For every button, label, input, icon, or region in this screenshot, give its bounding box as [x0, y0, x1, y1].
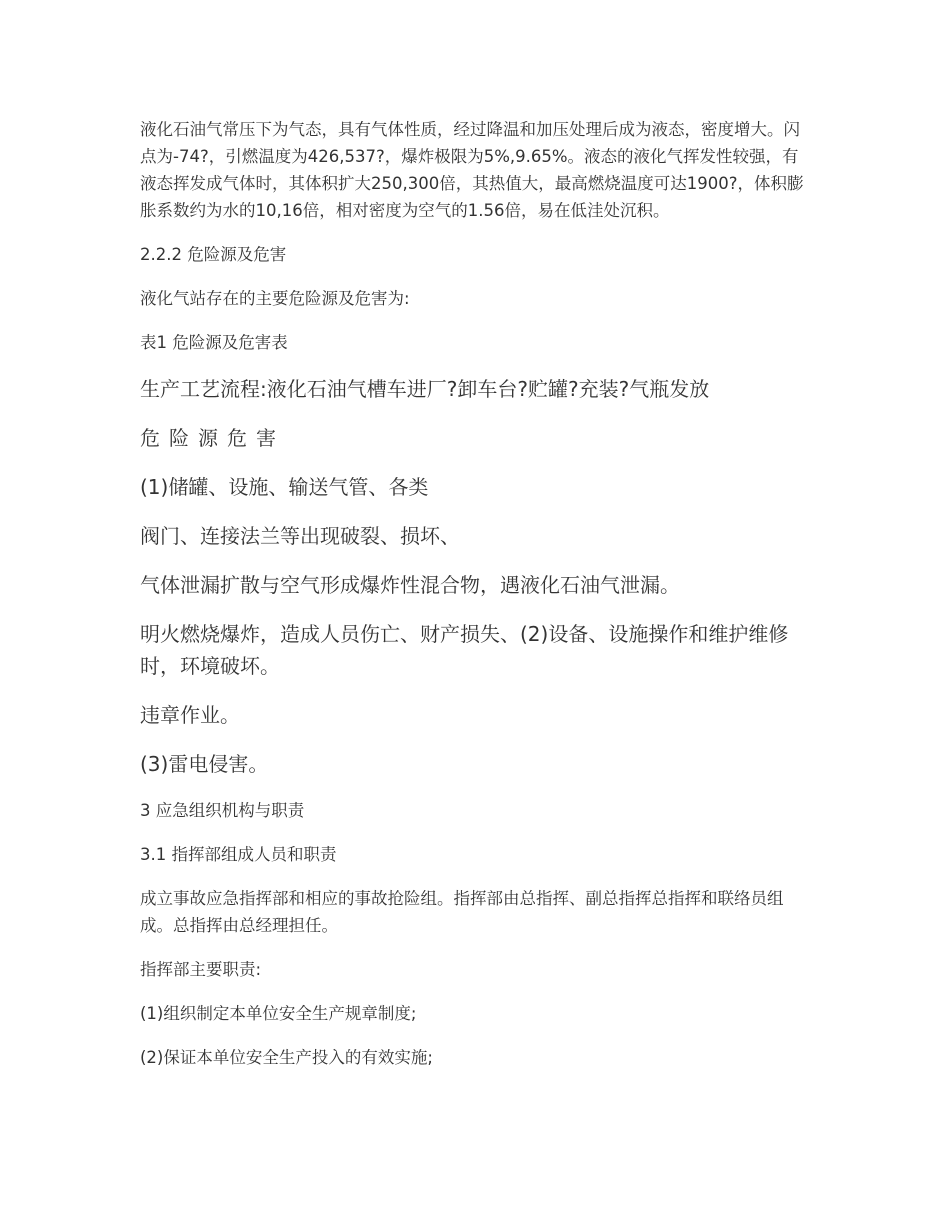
table-row: 明火燃烧爆炸，造成人员伤亡、财产损失、(2)设备、设施操作和维护维修时，环境破坏。 — [140, 622, 789, 678]
table-row: 违章作业。 — [140, 703, 240, 727]
table-caption: 表1 危险源及危害表 — [140, 333, 288, 352]
table-header: 危险源危害 — [140, 426, 285, 450]
document-page — [140, 116, 815, 1088]
section-3-1-heading: 3.1 指挥部组成人员和职责 — [140, 845, 337, 864]
section-2-2-2-heading: 2.2.2 危险源及危害 — [140, 245, 287, 264]
section-3-heading: 3 应急组织机构与职责 — [140, 801, 305, 820]
list-item: (1)组织制定本单位安全生产规章制度; — [140, 1004, 417, 1023]
section-3-1-paragraph: 成立事故应急指挥部和相应的事故抢险组。指挥部由总指挥、副总指挥总指挥和联络员组成。总指挥由总经理担任。 — [140, 889, 784, 935]
list-item: (2)保证本单位安全生产投入的有效实施; — [140, 1048, 433, 1067]
intro-paragraph: 液化石油气常压下为气态，具有气体性质，经过降温和加压处理后成为液态，密度增大。闪点为-74?，引燃温度为426,537?，爆炸极限为5%,9.65%。液态的液化气挥发性较强，有液态挥发成气体时，其体积扩大250,300倍，其热值大，最高燃烧温度可达1900?，体积膨胀系数约为水的10,16倍，相对密度为空气的1.56倍，易在低洼处沉积。 — [140, 120, 804, 220]
table-row: (3)雷电侵害。 — [140, 752, 269, 776]
table-row: 阀门、连接法兰等出现破裂、损坏、 — [140, 524, 460, 548]
section-2-2-2-intro: 液化气站存在的主要危险源及危害为: — [140, 289, 410, 308]
table-row: (1)储罐、设施、输送气管、各类 — [140, 475, 429, 499]
process-flow: 生产工艺流程:液化石油气槽车进厂?卸车台?贮罐?充装?气瓶发放 — [140, 377, 710, 401]
duties-intro: 指挥部主要职责: — [140, 960, 262, 979]
table-row: 气体泄漏扩散与空气形成爆炸性混合物，遇液化石油气泄漏。 — [140, 573, 680, 597]
